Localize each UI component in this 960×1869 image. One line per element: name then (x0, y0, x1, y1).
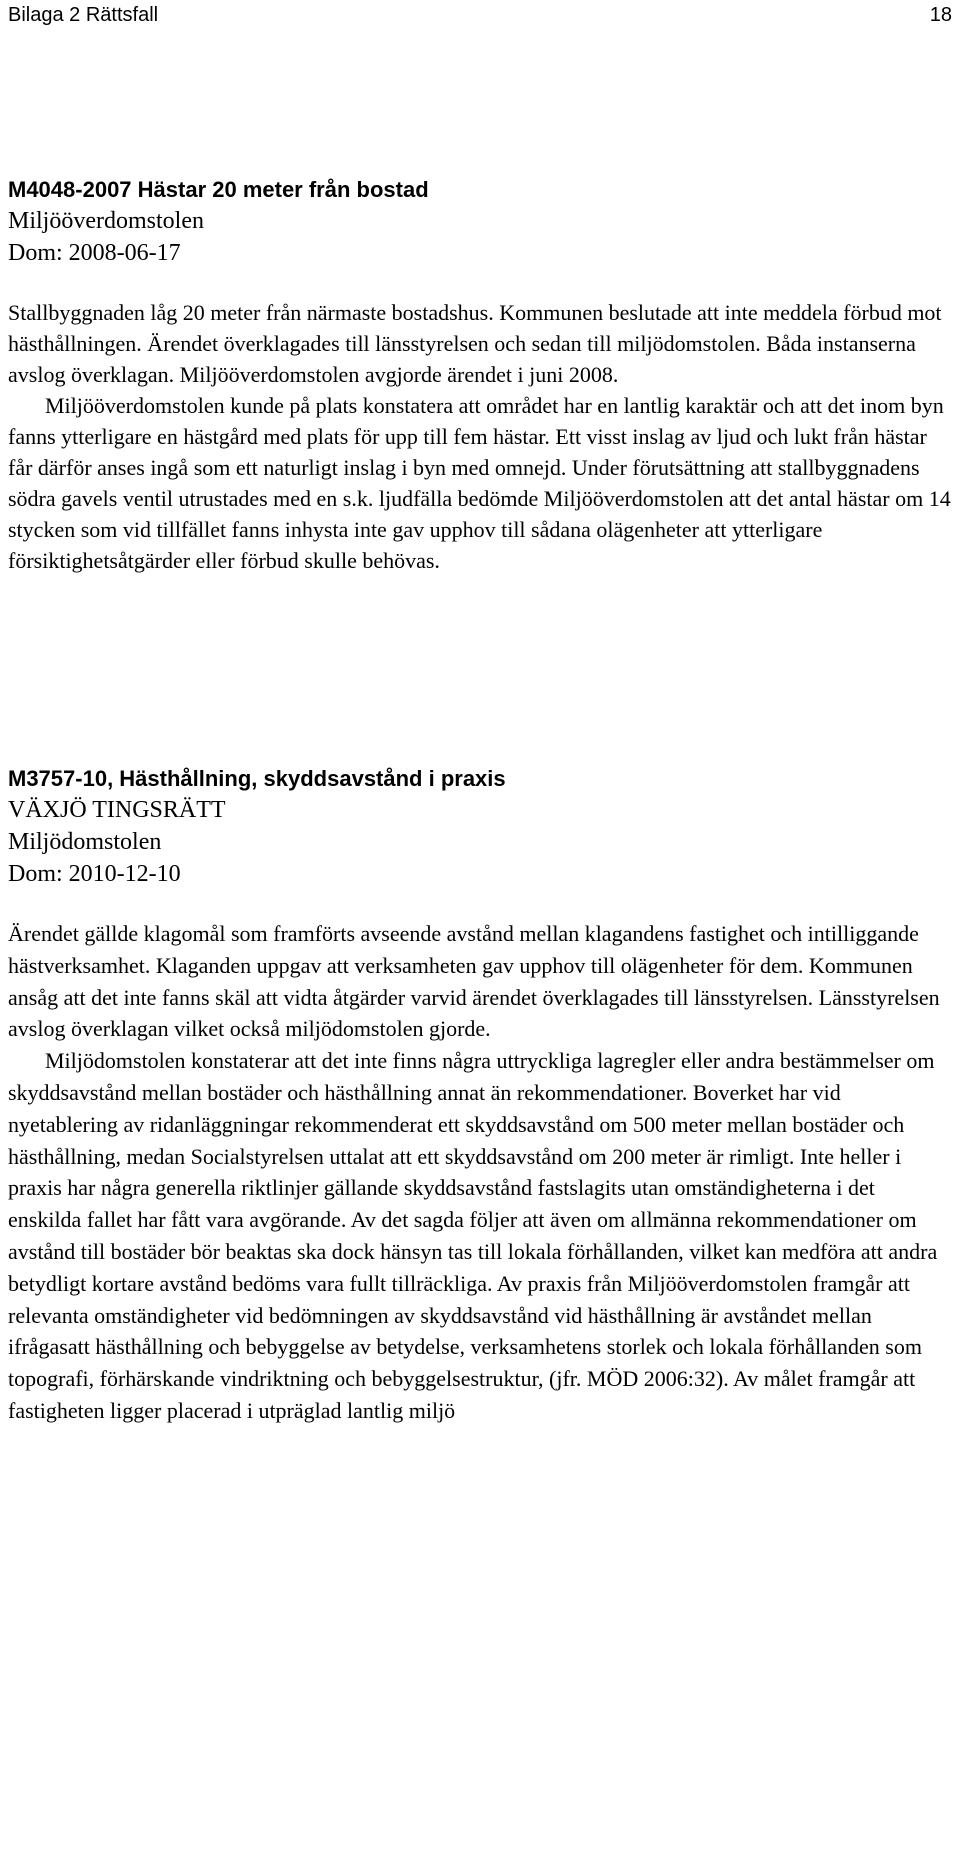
case-paragraph: Miljödomstolen konstaterar att det inte finns några uttryckliga lagregler eller andra bestämmelser om skyddsavstånd mellan bostäder och hästhållning annat än rekommendationer. Boverket har vid nyetablering av ridanläggningar rekommenderat ett skyddsavstånd om 500 meter mellan bostäder och hästhållning, medan Socialstyrelsen uttalat att ett skyddsavstånd om 200 meter är rimligt. Inte heller i praxis har några generella riktlinjer gällande skyddsavstånd fastslagits utan omständigheterna i det enskilda fallet har fått vara avgörande. Av det sagda följer att även om allmänna rekommendationer om avstånd till bostäder bör beaktas ska dock hänsyn tas till lokala förhållanden, vilket kan medföra att andra betydligt kortare avstånd bedöms vara fullt tillräckliga. Av praxis från Miljööverdomstolen framgår att relevanta omständigheter vid bedömningen av skyddsavstånd vid hästhållning är avståndet mellan ifrågasatt hästhållning och bebyggelse av betydelse, verksamhetens storlek och lokala förhållanden som topografi, förhärskande vindriktning och bebyggelsestruktur, (jfr. MÖD 2006:32). Av målet framgår att fastigheten ligger placerad i utpräglad lantlig miljö (8, 1048, 938, 1423)
page-number: 18 (929, 4, 952, 26)
sub-court-name: Miljödomstolen (8, 829, 162, 855)
case-section (8, 764, 953, 1427)
case-title: M3757-10, Hästhållning, skyddsavstånd i praxis (8, 766, 506, 791)
court-name: VÄXJÖ TINGSRÄTT (8, 797, 226, 823)
case-paragraph: Stallbyggnaden låg 20 meter från närmaste bostadshus. Kommunen beslutade att inte meddela förbud mot hästhållningen. Ärendet överklagades till länsstyrelsen och sedan till miljödomstolen. Båda instanserna avslog överklagan. Miljööverdomstolen avgjorde ärendet i juni 2008. (8, 300, 942, 387)
court-name: Miljööverdomstolen (8, 208, 204, 234)
judgment-date: Dom: 2010-12-10 (8, 861, 181, 887)
page-header (8, 0, 952, 30)
case-paragraph: Ärendet gällde klagomål som framförts avseende avstånd mellan klagandens fastighet och intilliggande hästverksamhet. Klaganden uppgav att verksamheten gav upphov till olägenheter för dem. Kommunen ansåg att det inte fanns skäl att vidta åtgärder varvid ärendet överklagades till länsstyrelsen. Länsstyrelsen avslog överklagan vilket också miljödomstolen gjorde. (8, 921, 940, 1042)
case-section (8, 175, 953, 576)
case-paragraph: Miljööverdomstolen kunde på plats konstatera att området har en lantlig karaktär och att det inom byn fanns ytterligare en hästgård med plats för upp till fem hästar. Ett visst inslag av ljud och lukt från hästar får därför anses ingå som ett naturligt inslag i byn med omnejd. Under förutsättning att stallbyggnadens södra gavels ventil utrustades med en s.k. ljudfälla bedömde Miljööverdomstolen att det antal hästar om 14 stycken som vid tillfället fanns inhysta inte gav upphov till sådana olägenheter att ytterligare försiktighetsåtgärder eller förbud skulle behövas. (8, 393, 951, 573)
case-title: M4048-2007 Hästar 20 meter från bostad (8, 177, 429, 202)
judgment-date: Dom: 2008-06-17 (8, 240, 181, 266)
header-title: Bilaga 2 Rättsfall (8, 4, 159, 26)
